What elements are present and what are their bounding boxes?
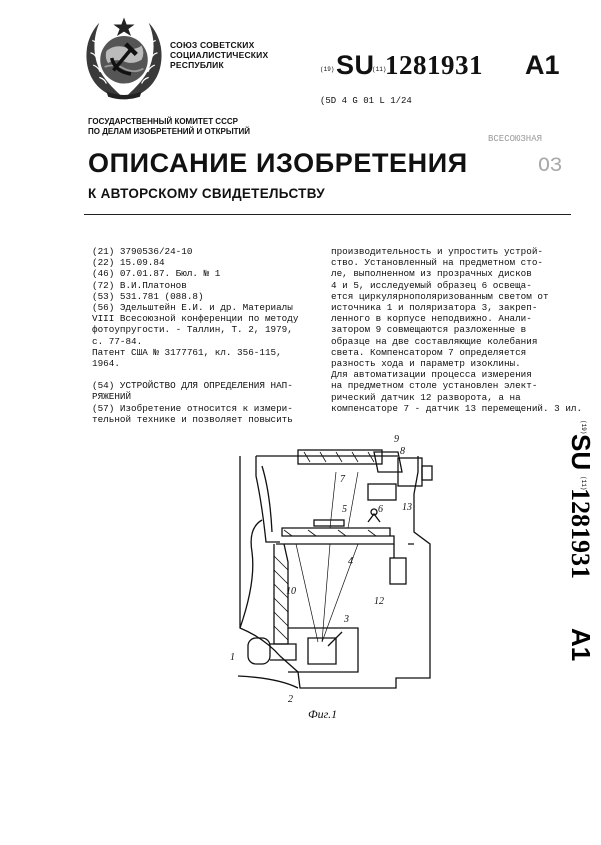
abstract-line: затором 9 совмещаются разложенные в — [331, 324, 527, 336]
committee-name — [88, 117, 250, 137]
committee-line: ГОСУДАРСТВЕННЫЙ КОМИТЕТ СССР — [88, 117, 238, 126]
bib-line: 1964. — [92, 358, 120, 370]
housing — [240, 456, 430, 688]
label-12: 12 — [374, 596, 384, 607]
abstract-continuation — [331, 246, 583, 414]
abstract-line: ле, выполненном из прозрачных дисков — [331, 268, 532, 280]
side-kind: A1 — [566, 628, 596, 662]
bib-line: (72) В.И.Платонов — [92, 279, 187, 291]
side-code-11: (11) — [580, 476, 587, 491]
patent-number: 1281931 — [385, 50, 483, 80]
abstract-line: разность хода и параметр изоклины. — [331, 358, 521, 370]
org-line: РЕСПУБЛИК — [170, 60, 224, 70]
compensator-7 — [298, 450, 382, 464]
stage-disks — [276, 528, 394, 544]
bib-line: VIII Всесоюзной конференции по методу — [92, 313, 299, 325]
abstract-line: 4 и 5, исследуемый образец 6 освеща- — [331, 279, 532, 291]
country-code-label: (19) — [320, 66, 335, 73]
country-code: SU — [336, 50, 375, 80]
abstract-line: на предметном столе установлен элект- — [331, 380, 538, 392]
library-stamp-mark: ОЗ — [538, 155, 563, 178]
figure-1-drawing — [218, 432, 443, 722]
left-column — [92, 246, 324, 425]
label-8: 8 — [400, 446, 405, 457]
sample-6 — [314, 520, 344, 526]
org-line: СОЮЗ СОВЕТСКИХ — [170, 40, 255, 50]
figure-caption: Фиг.1 — [308, 707, 338, 721]
label-7: 7 — [340, 474, 345, 485]
number-code-label: (11) — [372, 66, 387, 73]
bib-line: (53) 531.781 (088.8) — [92, 290, 204, 302]
label-1: 1 — [230, 652, 235, 663]
abstract-line: света. Компенсатором 7 определяется — [331, 346, 527, 358]
bib-line: Патент США № 3177761, кл. 356-115, — [92, 346, 282, 358]
section-line: (54) УСТРОЙСТВО ДЛЯ ОПРЕДЕЛЕНИЯ НАП- — [92, 380, 293, 392]
bibliography — [92, 246, 324, 369]
side-number: 1281931 — [566, 488, 595, 579]
library-stamp: ВСЕСОЮЗНАЯ — [488, 134, 543, 144]
label-2: 2 — [288, 694, 293, 705]
abstract-line: ленного в корпусе неподвижно. Анали- — [331, 313, 532, 325]
star — [113, 18, 134, 36]
abstract-line: Для автоматизации процесса измерения — [331, 369, 532, 381]
abstract-line: образце на две составляющие колебания — [331, 335, 538, 347]
section-line: РЯЖЕНИЙ — [92, 391, 132, 403]
label-10: 10 — [286, 586, 296, 597]
state-emblem — [80, 14, 168, 102]
abstract-line: источника 1 и поляризатора 3, закреп- — [331, 302, 538, 314]
bib-line: (22) 15.09.84 — [92, 257, 165, 269]
kind-code: A1 — [525, 50, 560, 80]
label-13: 13 — [402, 502, 412, 513]
abstract-line: ется циркулярнополяризованным светом от — [331, 290, 549, 302]
bib-line: фотоупругости. - Таллин, Т. 2, 1979, — [92, 324, 293, 336]
sensor-13 — [368, 484, 396, 500]
document-subtitle: К АВТОРСКОМУ СВИДЕТЕЛЬСТВУ — [88, 186, 325, 201]
committee-line: ПО ДЕЛАМ ИЗОБРЕТЕНИЙ И ОТКРЫТИЙ — [88, 127, 251, 136]
label-9: 9 — [394, 434, 399, 445]
abstract-start — [92, 403, 324, 425]
side-patent-number — [560, 418, 596, 678]
abstract-line: ство. Установленный на предметном сто- — [331, 257, 544, 269]
abstract-line: рический датчик 12 разворота, а на — [331, 391, 521, 403]
abstract-line: (57) Изобретение относится к измери- — [92, 402, 293, 414]
ipc-classification: (5D 4 G 01 L 1/24 — [320, 96, 412, 106]
abstract-line: компенсаторе 7 - датчик 13 перемещений. 3 ил. — [331, 402, 583, 414]
abstract-line: производительность и упростить устрой- — [331, 246, 544, 257]
bib-line: (46) 07.01.87. Бюл. № 1 — [92, 268, 221, 280]
light-source-1 — [248, 638, 270, 664]
org-line: СОЦИАЛИСТИЧЕСКИХ — [170, 50, 269, 60]
label-3: 3 — [344, 614, 349, 625]
bib-line: с. 77-84. — [92, 335, 143, 347]
label-4: 4 — [348, 556, 353, 567]
invention-title-section — [92, 380, 324, 402]
sensor-12 — [390, 558, 406, 584]
organization-name — [170, 40, 268, 70]
upper-arm — [256, 456, 398, 542]
document-title: ОПИСАНИЕ ИЗОБРЕТЕНИЯ — [88, 148, 468, 178]
header-divider — [84, 214, 571, 215]
side-country: SU — [566, 434, 596, 471]
label-6: 6 — [378, 504, 383, 515]
bib-line: (21) 3790536/24-10 — [92, 246, 193, 257]
side-code-19: (19) — [580, 420, 587, 435]
label-5: 5 — [342, 504, 347, 515]
bib-line: (56) Эдельштейн Е.И. и др. Материалы — [92, 302, 293, 314]
abstract-line: тельной технике и позволяет повысить — [92, 413, 293, 425]
